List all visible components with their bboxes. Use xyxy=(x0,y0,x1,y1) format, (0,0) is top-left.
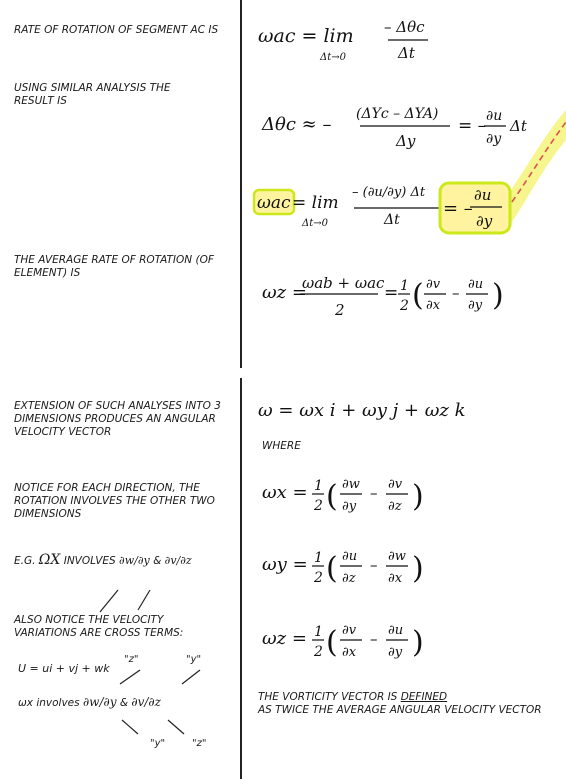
wy-dw: ∂w xyxy=(388,549,406,564)
wx-dw: ∂w xyxy=(342,477,360,492)
note-extension: EXTENSION OF SUCH ANALYSES INTO 3 DIMENSIONS PRODUCES AN ANGULAR VELOCITY VECTOR xyxy=(14,400,221,438)
label-z: "z" xyxy=(124,654,139,665)
eq3-lim: = lim xyxy=(292,193,339,213)
arrow-5 xyxy=(120,670,140,684)
eg-involves: INVOLVES xyxy=(63,555,116,567)
arrow-2 xyxy=(138,590,150,610)
wz-dy: ∂y xyxy=(388,645,403,660)
vorticity-line1: THE VORTICITY VECTOR IS xyxy=(258,691,401,703)
eq4-eq: = xyxy=(384,283,399,303)
note-velocity-def: U = ui + vj + wk xyxy=(18,662,110,675)
eq-frac1-num: – Δθc xyxy=(384,18,425,36)
eq2-dt: Δt xyxy=(510,117,527,135)
eq-paren-num: (ΔYc – ΔYA) xyxy=(356,106,439,122)
eq3-frac-den: Δt xyxy=(384,212,400,228)
wx-lparen: ( xyxy=(326,479,338,514)
wy-lparen: ( xyxy=(326,551,338,586)
arrow-6 xyxy=(182,670,200,684)
wz-rparen: ) xyxy=(412,625,424,660)
eq4-dy: ∂y xyxy=(468,298,483,313)
note-notice-direction: NOTICE FOR EACH DIRECTION, THE ROTATION INVOLVES THE OTHER TWO DIMENSIONS xyxy=(14,482,215,520)
eq-paren-den: Δy xyxy=(396,132,416,150)
eq3-dy: ∂y xyxy=(476,212,493,230)
note-where: WHERE xyxy=(262,440,301,452)
eq3-wac: ωac xyxy=(257,193,291,213)
wx-dw-dy: ∂w/∂y xyxy=(82,695,117,709)
wz-lhs: ωz = xyxy=(262,628,307,649)
wx-dz: ∂z xyxy=(388,499,402,514)
eg-and: & xyxy=(153,555,162,567)
eg-dv-dz: ∂v/∂z xyxy=(164,554,192,567)
wz-lparen: ( xyxy=(326,625,338,660)
eq-dtheta-rhs: = – xyxy=(458,116,487,136)
wx-minus: – xyxy=(370,484,378,502)
arrow-4 xyxy=(168,720,184,734)
eq-omega-ac: ωac = lim xyxy=(258,25,354,47)
eq2-du: ∂u xyxy=(486,108,503,124)
wx-involves-text: ωx involves xyxy=(18,697,80,709)
wy-half-num: 1 xyxy=(314,550,323,566)
eq4-dv: ∂v xyxy=(426,277,441,292)
eq3-limit: Δt→0 xyxy=(302,218,328,229)
wy-half-den: 2 xyxy=(314,570,323,586)
wz-minus: – xyxy=(370,630,378,648)
wy-dx: ∂x xyxy=(388,571,403,586)
wx-dv-dz: ∂v/∂z xyxy=(131,695,161,709)
wy-dz: ∂z xyxy=(342,571,356,586)
eq3-du: ∂u xyxy=(474,186,492,204)
note-vorticity xyxy=(258,678,558,730)
eg-dw-dy: ∂w/∂y xyxy=(119,554,150,567)
wz-dv: ∂v xyxy=(342,623,357,638)
wy-lhs: ωy = xyxy=(262,554,308,575)
wz-du: ∂u xyxy=(388,623,404,638)
eq-frac1-den: Δt xyxy=(398,44,415,62)
arrow-1 xyxy=(100,590,118,612)
left-arrows xyxy=(0,378,240,779)
arrow-3 xyxy=(122,720,138,734)
wy-rparen: ) xyxy=(412,551,424,586)
eq4-den: 2 xyxy=(335,301,345,319)
wx-half-num: 1 xyxy=(314,478,323,494)
wy-du: ∂u xyxy=(342,549,358,564)
wx-and: & xyxy=(119,697,129,709)
vorticity-defined: DEFINED xyxy=(400,691,448,703)
wx-dv: ∂v xyxy=(388,477,403,492)
note-similar-analysis: USING SIMILAR ANALYSIS THE RESULT IS xyxy=(14,82,171,107)
eq4-num: ωab + ωac xyxy=(302,274,385,292)
top-page xyxy=(0,0,566,368)
note-cross-terms: ALSO NOTICE THE VELOCITY VARIATIONS ARE CROSS TERMS: xyxy=(14,614,184,639)
eq4-half-num: 1 xyxy=(400,278,409,294)
wz-half-den: 2 xyxy=(314,644,323,660)
eq-omega-vector: ω = ωx i + ωy j + ωz k xyxy=(258,400,466,421)
wx-half-den: 2 xyxy=(314,498,323,514)
wx-lhs: ωx = xyxy=(262,482,308,503)
eq4-du: ∂u xyxy=(468,277,484,292)
wz-dx: ∂x xyxy=(342,645,357,660)
vorticity-line2: AS TWICE THE AVERAGE ANGULAR VELOCITY VECTOR xyxy=(258,704,542,716)
wx-rparen: ) xyxy=(412,479,424,514)
label-y: "y" xyxy=(186,654,202,665)
wx-dy: ∂y xyxy=(342,499,357,514)
eq3-frac-num: – (∂u/∂y) Δt xyxy=(352,185,426,200)
eq-dtheta-lhs: Δθc ≈ – xyxy=(262,114,332,135)
eg-prefix: E.G. xyxy=(14,555,36,567)
eq4-lparen: ( xyxy=(412,278,424,313)
eq4-lhs: ωz = xyxy=(262,282,307,303)
eq3-result-prefix: = – xyxy=(443,198,473,219)
eg-wx: ΩX xyxy=(38,552,61,568)
eq4-minus: – xyxy=(452,284,460,302)
page-gap xyxy=(0,368,566,370)
note-average-rotation: THE AVERAGE RATE OF ROTATION (OF ELEMENT) IS xyxy=(14,254,214,279)
note-wx-involves xyxy=(18,696,161,710)
eq4-rparen: ) xyxy=(492,278,504,313)
note-rate-ac: RATE OF ROTATION OF SEGMENT AC IS xyxy=(14,24,219,36)
eq4-half-den: 2 xyxy=(400,298,409,314)
eq2-dy: ∂y xyxy=(486,131,502,147)
wz-half-num: 1 xyxy=(314,624,323,640)
bottom-page xyxy=(0,378,566,779)
label-z-bottom: "z" xyxy=(192,738,207,749)
eq4-dx: ∂x xyxy=(426,298,441,313)
label-y-bottom: "y" xyxy=(150,738,166,749)
component-equations xyxy=(240,448,566,708)
wy-minus: – xyxy=(370,556,378,574)
top-equations xyxy=(0,0,566,368)
eq-limit-1: Δt→0 xyxy=(320,52,346,63)
